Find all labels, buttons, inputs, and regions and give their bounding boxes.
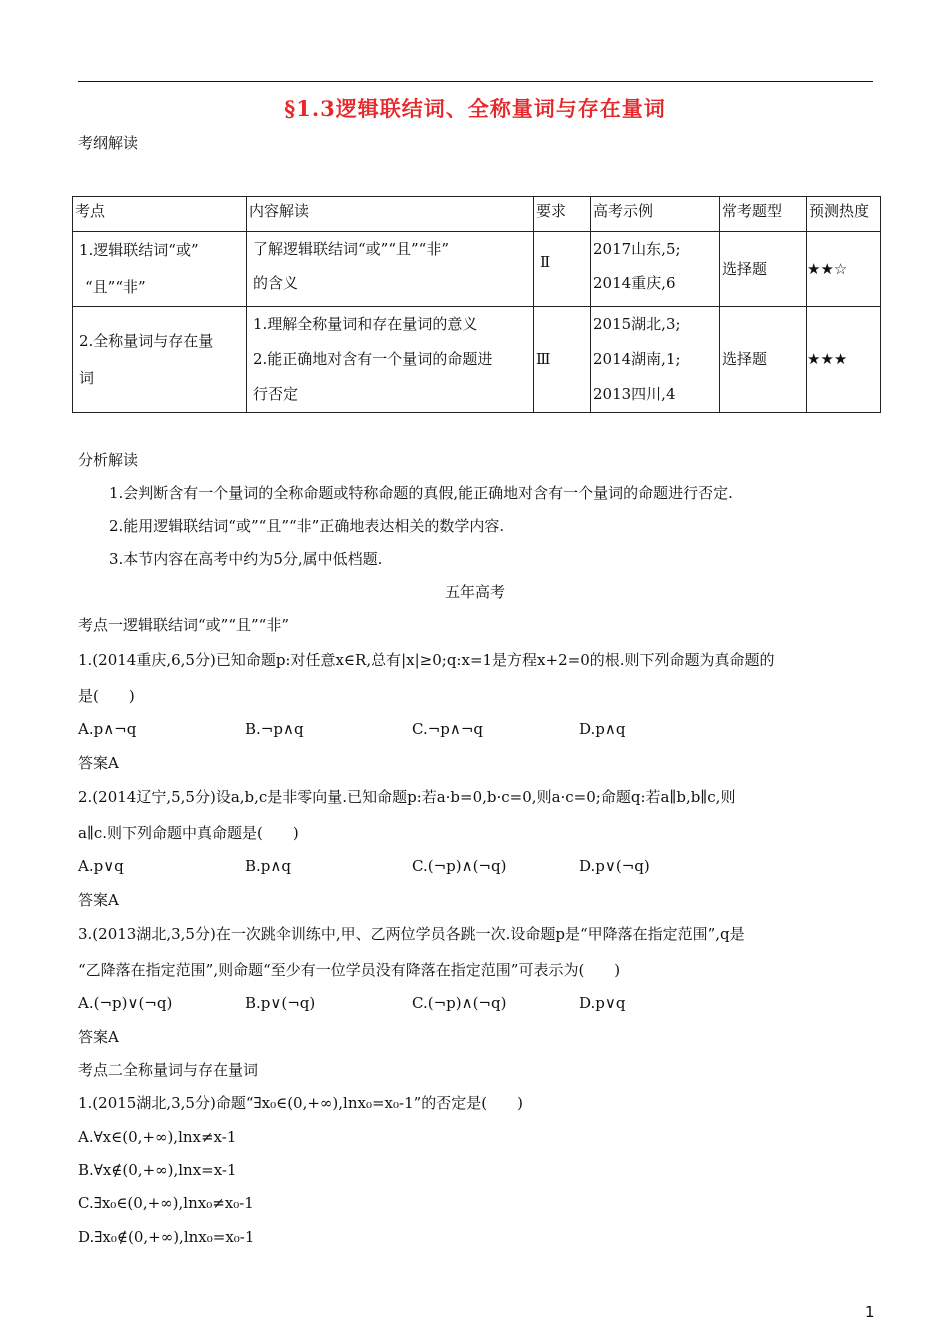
header-cell: 常考题型 <box>720 197 807 232</box>
table-row <box>73 232 881 307</box>
question-text: 是( ) <box>78 687 135 705</box>
header-rule <box>78 81 873 82</box>
option-a: A.p∨q <box>78 857 124 875</box>
cell-heat: ★★☆ <box>807 232 881 307</box>
option-c: C.∃x₀∈(0,+∞),lnx₀≠x₀-1 <box>78 1194 254 1212</box>
header-cell: 考点 <box>73 197 247 232</box>
option-b: B.¬p∧q <box>245 720 304 738</box>
header-cell: 内容解读 <box>247 197 534 232</box>
answer: 答案A <box>78 754 119 772</box>
option-c: C.(¬p)∧(¬q) <box>412 857 507 875</box>
section-heading-five-years: 五年高考 <box>444 583 505 601</box>
question-text: a∥c.则下列命题中真命题是( ) <box>78 824 299 842</box>
cell-point: 1.逻辑联结词“或” “且”“非” <box>73 232 247 307</box>
question-text: 1.(2014重庆,6,5分)已知命题p:对任意x∈R,总有|x|≥0;q:x=1是方程x+2=0的根.则下列命题为真命题的 <box>78 651 775 669</box>
question-text: “乙降落在指定范围”,则命题“至少有一位学员没有降落在指定范围”可表示为( ) <box>78 961 621 979</box>
answer: 答案A <box>78 1028 119 1046</box>
section-heading-analysis: 分析解读 <box>78 451 139 469</box>
option-d: D.p∨q <box>579 994 626 1012</box>
syllabus-table <box>72 196 881 413</box>
header-cell: 预测热度 <box>807 197 881 232</box>
section-heading-kaogang: 考纲解读 <box>78 134 139 152</box>
page-title: §1.3逻辑联结词、全称量词与存在量词 <box>284 96 666 121</box>
cell-examples: 2015湖北,3; 2014湖南,1; 2013四川,4 <box>591 307 720 413</box>
answer: 答案A <box>78 891 119 909</box>
question-text: 2.(2014辽宁,5,5分)设a,b,c是非零向量.已知命题p:若a·b=0,b·c=0,则a·c=0;命题q:若a∥b,b∥c,则 <box>78 788 736 806</box>
cell-requirement: Ⅱ <box>534 232 591 307</box>
option-c: C.(¬p)∧(¬q) <box>412 994 507 1012</box>
analysis-item: 2.能用逻辑联结词“或”“且”“非”正确地表达相关的数学内容. <box>109 517 505 535</box>
kaodian1-heading: 考点一逻辑联结词“或”“且”“非” <box>78 616 290 634</box>
header-cell: 要求 <box>534 197 591 232</box>
kaodian2-heading: 考点二全称量词与存在量词 <box>78 1061 259 1079</box>
cell-examples: 2017山东,5; 2014重庆,6 <box>591 232 720 307</box>
option-d: D.p∧q <box>579 720 626 738</box>
cell-content: 1.理解全称量词和存在量词的意义 2.能正确地对含有一个量词的命题进 行否定 <box>247 307 534 413</box>
table-header-row <box>73 197 881 232</box>
cell-heat: ★★★ <box>807 307 881 413</box>
option-c: C.¬p∧¬q <box>412 720 484 738</box>
option-b: B.∀x∉(0,+∞),lnx=x-1 <box>78 1161 237 1179</box>
header-cell: 高考示例 <box>591 197 720 232</box>
page-number: 1 <box>865 1303 875 1321</box>
cell-type: 选择题 <box>720 307 807 413</box>
option-a: A.∀x∈(0,+∞),lnx≠x-1 <box>78 1128 237 1146</box>
option-a: A.(¬p)∨(¬q) <box>78 994 173 1012</box>
analysis-item: 3.本节内容在高考中约为5分,属中低档题. <box>109 550 383 568</box>
question-text: 1.(2015湖北,3,5分)命题“∃x₀∈(0,+∞),lnx₀=x₀-1”的否定是( ) <box>78 1094 523 1112</box>
option-a: A.p∧¬q <box>78 720 137 738</box>
option-b: B.p∧q <box>245 857 291 875</box>
analysis-item: 1.会判断含有一个量词的全称命题或特称命题的真假,能正确地对含有一个量词的命题进行否定. <box>109 484 733 502</box>
option-d: D.∃x₀∉(0,+∞),lnx₀=x₀-1 <box>78 1228 255 1246</box>
cell-content: 了解逻辑联结词“或”“且”“非” 的含义 <box>247 232 534 307</box>
cell-point: 2.全称量词与存在量 词 <box>73 307 247 413</box>
table-row <box>73 307 881 413</box>
question-text: 3.(2013湖北,3,5分)在一次跳伞训练中,甲、乙两位学员各跳一次.设命题p是“甲降落在指定范围”,q是 <box>78 925 745 943</box>
cell-type: 选择题 <box>720 232 807 307</box>
option-b: B.p∨(¬q) <box>245 994 316 1012</box>
cell-requirement: Ⅲ <box>534 307 591 413</box>
option-d: D.p∨(¬q) <box>579 857 650 875</box>
